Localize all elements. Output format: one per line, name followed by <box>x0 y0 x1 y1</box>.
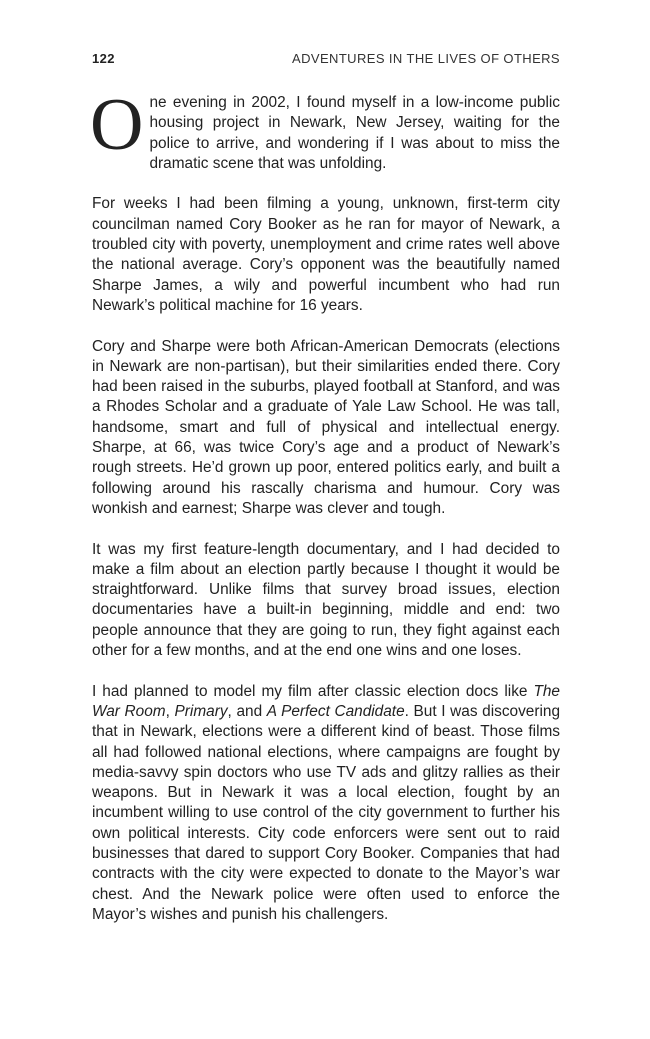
paragraph-1-text: ne evening in 2002, I found myself in a low-income public housing project in Newark, New Jersey, waiting for the police to arrive, and wondering if I was about to miss the dramatic scene that was unfolding. <box>149 94 560 172</box>
paragraph-5 <box>92 682 560 926</box>
paragraph-1 <box>90 84 560 174</box>
paragraph-4: It was my first feature-length documentary, and I had decided to make a film about an election partly because I thought it would be straightforward. Unlike films that survey broad issues, election documentaries have a built-in beginning, middle and end: two people announce that they are going to run, they fight against each other for a few months, and at the end one wins and one loses. <box>92 540 560 660</box>
film-title-perfect-candidate: A Perfect Candidate <box>266 702 405 720</box>
paragraph-5-lead: I had planned to model my film after classic election docs like <box>92 682 534 700</box>
book-title: ADVENTURES IN THE LIVES OF OTHERS <box>292 51 560 66</box>
paragraph-3: Cory and Sharpe were both African-American Democrats (elections in Newark are non-partisan), but their similarities ended there. Cory had been raised in the suburbs, played football at Stanford, and was a Rhodes Scholar and a graduate of Yale Law School. He was tall, handsome, smart and full of physical and intellectual energy. Sharpe, at 66, was twice Cory’s age and a product of Newark’s rough streets. He’d grown up poor, entered politics early, and built a following around his rascally charisma and humour. Cory was wonkish and earnest; Sharpe was clever and tough. <box>92 337 560 517</box>
paragraph-5-sep-1: , <box>165 702 175 720</box>
paragraph-5-sep-2: , and <box>227 702 267 720</box>
drop-cap: O <box>90 84 144 166</box>
running-head <box>92 51 560 69</box>
film-title-war-room: The War Room <box>92 682 560 720</box>
film-title-primary: Primary <box>174 702 228 720</box>
body-text <box>90 84 561 945</box>
paragraph-2: For weeks I had been filming a young, unknown, first-term city councilman named Cory Booker as he ran for mayor of Newark, a troubled city with poverty, unemployment and crime rates well above the national average. Cory’s opponent was the beautifully named Sharpe James, a wily and powerful incumbent who had run Newark’s political machine for 16 years. <box>92 195 560 314</box>
paragraph-5-rest: . But I was discovering that in Newark, elections were a different kind of beast. Those films all had followed national elections, where campaigns are fought by media-savvy spin doctors who use TV ads and glitzy rallies as their weapons. But in Newark it was a local election, fought by an incumbent willing to use control of the city government to further his own political interests. City code enforcers were sent out to raid businesses that dared to support Cory Booker. Companies that had contracts with the city were expected to donate to the Mayor’s war chest. And the Newark police were often used to enforce the Mayor’s wishes and punish his challengers. <box>92 702 561 923</box>
page-number: 122 <box>92 51 115 66</box>
